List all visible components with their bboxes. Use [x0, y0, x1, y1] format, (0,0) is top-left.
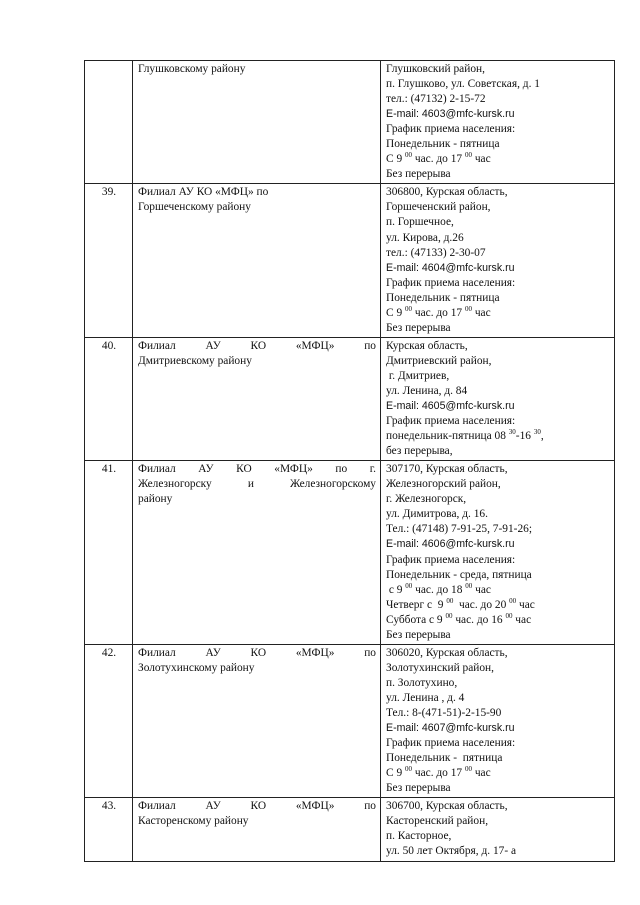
time-superscript: 00: [505, 611, 513, 620]
address-text: ул. 50 лет Октября, д. 17- а: [386, 845, 517, 858]
email-line: [386, 261, 610, 276]
address-line: [386, 706, 610, 721]
address-line: [386, 444, 610, 459]
address-text: тел.: (47132) 2-15-72: [386, 93, 486, 106]
address-line: [386, 568, 610, 583]
address-text: ул. Ленина, д. 84: [386, 384, 468, 397]
table-row: [85, 461, 615, 645]
address-text: час: [512, 613, 532, 626]
address-line: [386, 369, 610, 384]
address-line: [386, 200, 610, 215]
branch-name-line: Горшеченскому району: [138, 201, 251, 214]
address-line: [386, 553, 610, 568]
address-line: [386, 613, 610, 628]
address-text: E-mail: 4607@mfc-kursk.ru: [386, 722, 515, 735]
address-text: Без перерыва: [386, 628, 451, 641]
address-line: [386, 231, 610, 246]
address-text: Понедельник - пятница: [386, 752, 503, 765]
address-line: [386, 814, 610, 829]
address-text: Дмитриевский район,: [386, 354, 492, 367]
time-superscript: 00: [509, 596, 517, 605]
branch-name-line: Железногорску и Железногорскому: [138, 478, 376, 491]
branch-address: [381, 461, 615, 645]
address-line: [386, 829, 610, 844]
address-text: -16: [515, 430, 534, 443]
address-text: час: [516, 598, 535, 611]
address-text: час: [471, 153, 491, 166]
address-text: 306800, Курская область,: [386, 186, 508, 199]
table-row: [85, 644, 615, 797]
address-text: E-mail: 4605@mfc-kursk.ru: [386, 400, 515, 413]
address-text: С 9: [386, 153, 405, 166]
row-number: 40.: [85, 337, 133, 460]
address-line: [386, 62, 610, 77]
table-row: [85, 184, 615, 337]
time-superscript: 30: [508, 428, 516, 437]
address-text: С 9: [386, 767, 405, 780]
address-text: Железногорский район,: [386, 478, 501, 491]
time-superscript: 00: [405, 151, 412, 160]
address-line: [386, 646, 610, 661]
address-text: График приема населения:: [386, 123, 516, 136]
address-line: [386, 781, 610, 796]
address-line: [386, 751, 610, 766]
address-line: [386, 77, 610, 92]
address-text: График приема населения:: [386, 553, 516, 566]
time-superscript: 00: [405, 765, 412, 774]
address-line: [386, 507, 610, 522]
table-row: [85, 798, 615, 862]
address-text: г. Железногорск,: [386, 493, 467, 506]
time-superscript: 00: [464, 765, 472, 774]
address-text: понедельник-пятница 08: [386, 430, 509, 443]
address-line: [386, 167, 610, 182]
address-line: [386, 246, 610, 261]
address-text: час: [471, 306, 491, 319]
branch-name: [133, 61, 381, 184]
address-text: час: [471, 767, 491, 780]
address-text: час. до 17: [412, 767, 465, 780]
branch-name-line: Золотухинскому району: [138, 661, 255, 674]
address-text: п. Золотухино,: [386, 676, 458, 689]
address-line: [386, 492, 610, 507]
address-text: С 9: [386, 306, 405, 319]
address-text: E-mail: 4606@mfc-kursk.ru: [386, 538, 515, 551]
branch-name-line: Филиал АУ КО «МФЦ» по: [138, 186, 269, 199]
branch-name-line: Филиал АУ КО «МФЦ» по: [138, 339, 376, 352]
address-text: тел.: (47133) 2-30-07: [386, 246, 486, 259]
address-line: [386, 583, 610, 598]
branch-address: [381, 798, 615, 862]
branch-name-line: Филиал АУ КО «МФЦ» по г.: [138, 463, 376, 476]
address-text: Без перерыва: [386, 321, 451, 334]
time-superscript: 00: [464, 151, 472, 160]
address-text: г. Дмитриев,: [386, 369, 450, 382]
table-row: [85, 61, 615, 184]
address-line: [386, 384, 610, 399]
address-text: Горшеченский район,: [386, 201, 491, 214]
address-line: [386, 92, 610, 107]
address-text: час. до 18: [412, 583, 466, 596]
address-line: [386, 185, 610, 200]
address-text: Золотухинский район,: [386, 661, 495, 674]
branch-name: [133, 461, 381, 645]
address-text: ул. Ленина , д. 4: [386, 691, 465, 704]
address-line: [386, 628, 610, 643]
address-text: ,: [540, 430, 544, 443]
address-line: [386, 137, 610, 152]
row-number: 39.: [85, 184, 133, 337]
table-row: [85, 337, 615, 460]
time-superscript: 00: [465, 581, 473, 590]
branch-name: [133, 798, 381, 862]
address-text: час. до 20: [453, 598, 510, 611]
address-text: час: [472, 583, 491, 596]
branch-name-line: району: [138, 493, 173, 506]
branch-name-line: Филиал АУ КО «МФЦ» по: [138, 800, 376, 813]
address-text: п. Касторное,: [386, 830, 452, 843]
address-text: Курская область,: [386, 339, 468, 352]
address-line: [386, 766, 610, 781]
branch-name-line: Филиал АУ КО «МФЦ» по: [138, 646, 376, 659]
email-line: [386, 721, 610, 736]
branch-name: [133, 644, 381, 797]
address-line: [386, 462, 610, 477]
time-superscript: 00: [445, 611, 453, 620]
address-line: [386, 339, 610, 354]
address-line: [386, 414, 610, 429]
address-text: Суббота с 9: [386, 613, 446, 626]
address-text: ул. Димитрова, д. 16.: [386, 508, 488, 521]
email-line: [386, 399, 610, 414]
branch-name-line: Глушковскому району: [138, 63, 246, 75]
branch-address: [381, 337, 615, 460]
address-text: час. до 16: [452, 613, 506, 626]
time-superscript: 00: [405, 304, 412, 313]
address-text: п. Глушково, ул. Советская, д. 1: [386, 78, 540, 91]
branch-address: [381, 61, 615, 184]
address-line: [386, 122, 610, 137]
address-text: График приема населения:: [386, 415, 516, 428]
address-text: E-mail: 4603@mfc-kursk.ru: [386, 108, 515, 121]
address-text: ул. Кирова, д.26: [386, 231, 464, 244]
address-line: [386, 799, 610, 814]
branch-name: [133, 337, 381, 460]
address-text: Глушковский район,: [386, 63, 485, 75]
address-line: [386, 321, 610, 336]
address-line: [386, 276, 610, 291]
address-line: [386, 676, 610, 691]
address-line: [386, 429, 610, 444]
address-text: Тел.: 8-(471-51)-2-15-90: [386, 706, 502, 719]
address-text: График приема населения:: [386, 276, 516, 289]
address-line: [386, 152, 610, 167]
address-line: [386, 598, 610, 613]
address-text: Понедельник - среда, пятница: [386, 568, 532, 581]
address-text: 306020, Курская область,: [386, 646, 508, 659]
email-line: [386, 537, 610, 552]
address-line: [386, 522, 610, 537]
address-text: Без перерыва: [386, 782, 451, 795]
address-text: График приема населения:: [386, 737, 516, 750]
row-number: 41.: [85, 461, 133, 645]
row-number: 43.: [85, 798, 133, 862]
branch-name-line: Касторенскому району: [138, 815, 249, 828]
time-superscript: 30: [533, 428, 541, 437]
address-text: Четверг с 9: [386, 598, 447, 611]
address-text: 307170, Курская область,: [386, 463, 508, 476]
table-body: [85, 61, 615, 862]
address-line: [386, 306, 610, 321]
branch-address: [381, 644, 615, 797]
address-text: Понедельник - пятница: [386, 291, 500, 304]
address-text: E-mail: 4604@mfc-kursk.ru: [386, 261, 515, 274]
address-line: [386, 844, 610, 859]
address-line: [386, 215, 610, 230]
email-line: [386, 107, 610, 122]
address-text: час. до 17: [412, 153, 465, 166]
address-line: [386, 661, 610, 676]
address-text: с 9: [386, 583, 406, 596]
branch-address: [381, 184, 615, 337]
time-superscript: 00: [446, 596, 454, 605]
address-text: Без перерыва: [386, 168, 451, 181]
address-text: Касторенский район,: [386, 815, 489, 828]
address-line: [386, 736, 610, 751]
address-text: п. Горшечное,: [386, 216, 454, 229]
address-text: час. до 17: [412, 306, 465, 319]
row-number: [85, 61, 133, 184]
address-line: [386, 691, 610, 706]
time-superscript: 00: [405, 581, 413, 590]
time-superscript: 00: [464, 304, 472, 313]
row-number: 42.: [85, 644, 133, 797]
branch-name: [133, 184, 381, 337]
branch-name-line: Дмитриевскому району: [138, 354, 252, 367]
address-text: без перерыва,: [386, 445, 453, 458]
address-text: Понедельник - пятница: [386, 138, 500, 151]
address-line: [386, 291, 610, 306]
address-text: Тел.: (47148) 7-91-25, 7-91-26;: [386, 523, 533, 536]
address-line: [386, 477, 610, 492]
mfc-branches-table: [84, 60, 615, 862]
address-text: 306700, Курская область,: [386, 800, 508, 813]
address-line: [386, 354, 610, 369]
